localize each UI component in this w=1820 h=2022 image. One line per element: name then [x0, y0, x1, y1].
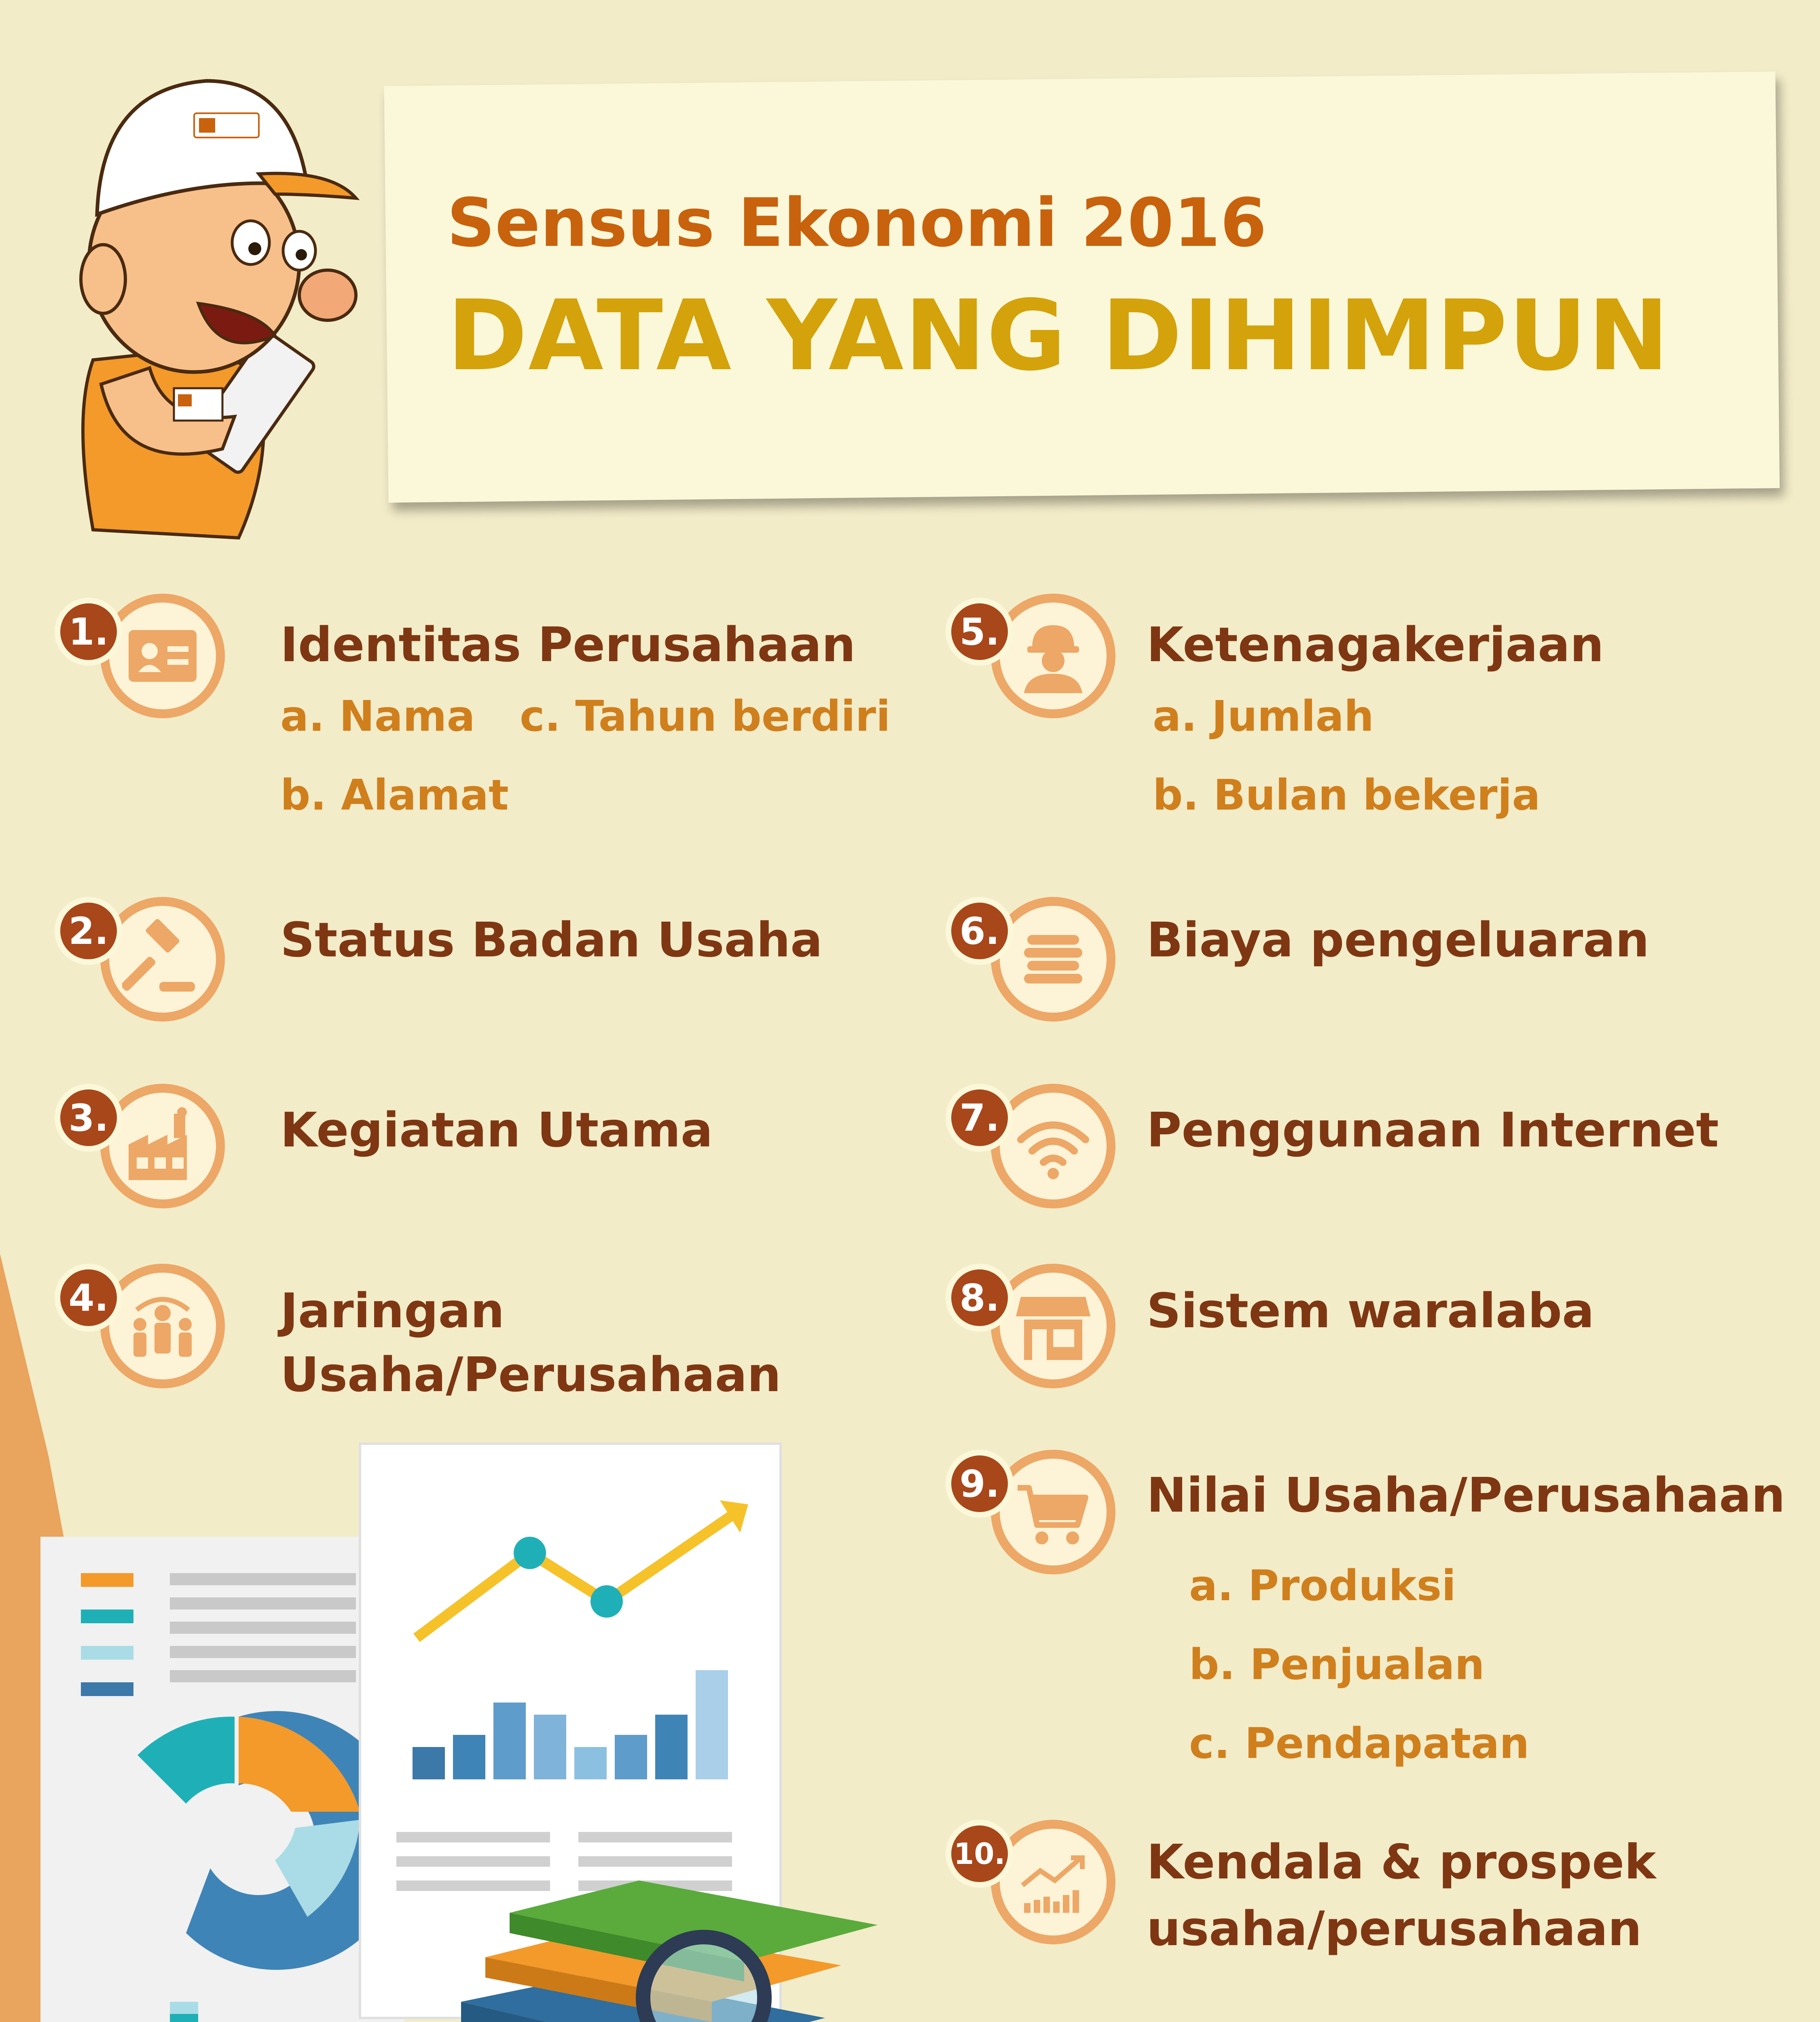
- item-9-subitem-b: b. Penjualan: [1189, 1640, 1485, 1689]
- item-6-title: Biaya pengeluaran: [1147, 912, 1649, 968]
- growth-chart-icon: [1013, 1842, 1094, 1923]
- shopping-cart-icon: [1013, 1472, 1094, 1552]
- coins-icon: [1013, 919, 1094, 1000]
- wifi-icon: [1013, 1106, 1094, 1187]
- item-5-subitem-b: b. Bulan bekerja: [1153, 770, 1541, 820]
- item-1-icon-circle: [100, 594, 225, 718]
- reports-illustration: [32, 1440, 971, 2022]
- item-10-title-line1: Kendala & prospek: [1147, 1834, 1656, 1890]
- item-3-title: Kegiatan Utama: [280, 1102, 713, 1158]
- item-1-title: Identitas Perusahaan: [280, 617, 856, 673]
- item-9-title: Nilai Usaha/Perusahaan: [1147, 1467, 1786, 1523]
- item-8-number-badge: 8.: [946, 1264, 1014, 1332]
- page-title: Sensus Ekonomi 2016: [447, 184, 1267, 262]
- item-9-subitem-a: a. Produksi: [1189, 1561, 1456, 1610]
- item-2-number-badge: 2.: [55, 897, 123, 965]
- page-subtitle: DATA YANG DIHIMPUN: [447, 279, 1670, 392]
- item-4-title-line2: Usaha/Perusahaan: [280, 1347, 781, 1402]
- item-10-title-line2: usaha/perusahaan: [1147, 1901, 1642, 1956]
- item-8-title: Sistem waralaba: [1147, 1283, 1594, 1339]
- item-4-number-badge: 4.: [55, 1264, 123, 1332]
- item-7-number-badge: 7.: [946, 1084, 1014, 1152]
- item-5-number-badge: 5.: [946, 598, 1014, 666]
- item-5-title: Ketenagakerjaan: [1147, 617, 1604, 673]
- worker-icon: [1013, 615, 1094, 696]
- item-9-subitem-c: c. Pendapatan: [1189, 1719, 1530, 1768]
- item-7-title: Penggunaan Internet: [1147, 1102, 1719, 1158]
- network-people-icon: [122, 1286, 203, 1366]
- item-5-subitem-a: a. Jumlah: [1153, 692, 1374, 741]
- id-card-icon: [122, 615, 203, 696]
- item-1-subitem-b: b. Alamat: [280, 770, 509, 820]
- item-10-number-badge: 10.: [946, 1820, 1014, 1888]
- item-1-number-badge: 1.: [55, 598, 123, 666]
- item-1-subitem-c: c. Tahun berdiri: [520, 692, 891, 741]
- factory-icon: [122, 1106, 203, 1187]
- item-3-number-badge: 3.: [55, 1084, 123, 1152]
- item-2-title: Status Badan Usaha: [280, 912, 823, 968]
- census-mascot-illustration: [49, 53, 388, 550]
- item-6-number-badge: 6.: [946, 897, 1014, 965]
- item-4-title-line1: Jaringan: [280, 1283, 505, 1339]
- item-9-number-badge: 9.: [946, 1450, 1014, 1518]
- item-5-icon-circle: [991, 594, 1115, 718]
- item-1-subitem-a: a. Nama: [280, 692, 475, 741]
- storefront-icon: [1013, 1286, 1094, 1366]
- gavel-icon: [122, 919, 203, 1000]
